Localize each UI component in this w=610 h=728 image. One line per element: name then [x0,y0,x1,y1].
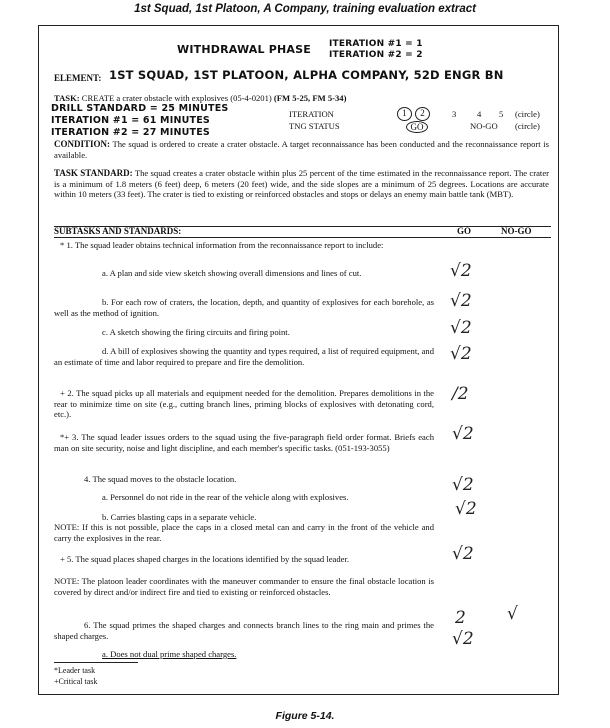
task-reference: (FM 5-25, FM 5-34) [273,93,347,103]
iteration-4: 4 [477,109,482,119]
subtask-1b: b. For each row of craters, the location, depth, and quantity of explosives for each borehole, as well as the method of ignition. [54,297,434,318]
task-standard-text: The squad creates a crater obstacle within plus 25 percent of the time estimated in the reconnaissance report. The crater is a minimum of 1.8 meters (6 feet) deep, 6 meters (20 feet) wide, and the side slopes are a minimum of 25 degrees. Locations are accurate within 10 meters (33 feet). The crater is tied to existing or reinforced obstacles and stops or delays an enemy main battle tank (MBT). [54,168,549,200]
tng-status-go-circled: GO [406,121,428,133]
iteration-1-time-handwritten: ITERATION #1 = 61 MINUTES [51,115,210,126]
subtask-1c: c. A sketch showing the firing circuits and firing point. [102,327,290,337]
iteration-5: 5 [499,109,504,119]
legend-critical-task: +Critical task [54,677,98,686]
go-mark-1c: √2 [450,318,472,338]
go-mark-3: √2 [452,424,474,444]
element-value-handwritten: 1ST SQUAD, 1ST PLATOON, ALPHA COMPANY, 52D ENGR BN [109,68,504,82]
condition-text: The squad is ordered to create a crater obstacle. A target reconnaissance has been conducted and the reconnaissance report is available. [54,139,549,160]
caption-bottom: Figure 5-14. [275,710,335,722]
subtask-6: 6. The squad primes the shaped charges and connects branch lines to the ring main and primes the shaped charges. [54,620,434,641]
task-text: CREATE a crater obstacle with explosives (05-4-0201) [81,93,272,103]
subtask-3: *+ 3. The squad leader issues orders to the squad using the five-paragraph field order format. Briefs each man on site security, noise and light discipline, and each member's specific tasks. (051-193-3055) [54,432,434,453]
task-standard [54,168,549,200]
subtask-1a: a. A plan and side view sketch showing overall dimensions and lines of cut. [102,268,362,278]
subtask-4b: b. Carries blasting caps in a separate vehicle. [102,512,257,522]
condition [54,139,549,160]
iteration-handwritten-2: ITERATION #2 = 2 [329,50,423,60]
go-mark-1a: √2 [450,261,472,281]
subtask-6a: a. Does not dual prime shaped charges. [102,649,237,659]
go-header: GO [457,226,472,236]
iteration-2-circled: 2 [415,107,430,121]
drill-standard-handwritten: DRILL STANDARD = 25 MINUTES [51,103,229,114]
go-mark-4b: √2 [455,499,477,519]
go-mark-1d: √2 [450,344,472,364]
subtask-1: * 1. The squad leader obtains technical information from the reconnaissance report to include: [60,240,384,250]
nogo-header: NO-GO [501,226,532,236]
go-mark-1b: √2 [450,291,472,311]
tng-status-nogo: NO-GO [470,121,498,131]
phase-handwritten: WITHDRAWAL PHASE [177,43,311,56]
iteration-label: ITERATION [289,109,334,119]
go-mark-5: √2 [452,544,474,564]
subtask-4: 4. The squad moves to the obstacle location. [84,474,237,484]
go-mark-4a: √2 [452,475,474,495]
legend-divider [54,662,138,663]
note-4: NOTE: If this is not possible, place the caps in a closed metal can and carry in the front of the vehicle and carry the explosives in the rear. [54,522,434,543]
caption-top: 1st Squad, 1st Platoon, A Company, training evaluation extract [134,3,476,15]
iteration-1-circled: 1 [397,107,412,121]
subtasks-header: SUBTASKS AND STANDARDS: [54,226,182,236]
subtask-1d: d. A bill of explosives showing the quantity and types required, a list of required equipment, and an estimate of time and labor required to prepare and fire the demolition. [54,346,434,367]
condition-label: CONDITION: [54,139,111,149]
tng-status-circle-note: (circle) [515,121,540,131]
subtask-2: + 2. The squad picks up all materials and equipment needed for the demolition. Prepares demolitions in the rear to minimize time on site (e.g., cutting branch lines, priming blocks of explosives with detonating cord, etc.). [54,388,434,420]
iteration-handwritten-1: ITERATION #1 = 1 [329,39,423,49]
nogo-mark-6: √ [507,604,518,624]
go-mark-2: /2 [452,384,469,404]
note-5: NOTE: The platoon leader coordinates with the maneuver commander to ensure the final obstacle location is covered by direct and/or indirect fire and tied to existing or reinforced obstacles. [54,576,434,597]
task-standard-label: TASK STANDARD: [54,168,133,178]
iteration-2-time-handwritten: ITERATION #2 = 27 MINUTES [51,127,210,138]
element-label: ELEMENT: [54,73,102,83]
divider [54,237,551,238]
go-mark-6a: √2 [452,629,474,649]
legend-leader-task: *Leader task [54,666,96,675]
iteration-circle-note: (circle) [515,109,540,119]
tng-status-label: TNG STATUS [289,121,340,131]
subtask-4a: a. Personnel do not ride in the rear of the vehicle along with explosives. [102,492,349,502]
go-mark-6: 2 [455,608,466,628]
evaluation-form [38,25,559,695]
iteration-3: 3 [452,109,457,119]
task-label: TASK: [54,93,80,103]
subtask-5: + 5. The squad places shaped charges in the locations identified by the squad leader. [60,554,349,564]
